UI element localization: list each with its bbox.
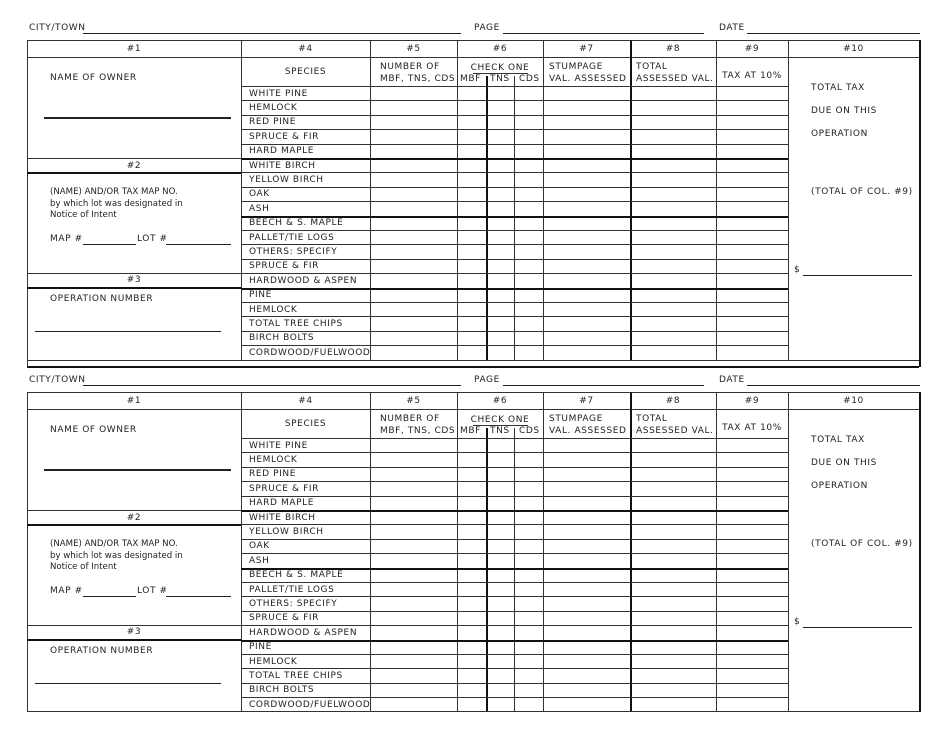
species-row-label: PINE (249, 642, 272, 653)
species-row-label: WHITE BIRCH (249, 512, 316, 523)
assessed-val-header: ASSESSED VAL. (636, 74, 714, 84)
total-header: TOTAL (636, 62, 668, 72)
species-row-label: OAK (249, 189, 270, 200)
val-assessed-header: VAL. ASSESSED (549, 74, 627, 84)
val-assessed-header: VAL. ASSESSED (549, 426, 627, 436)
species-row-label: PINE (249, 290, 272, 301)
dollar-sign: $ (794, 265, 801, 275)
species-row-label: PALLET/TIE LOGS (249, 232, 335, 243)
column-header-c1: #1 (126, 44, 142, 54)
species-row-label: PALLET/TIE LOGS (249, 584, 335, 595)
species-row-label: ASH (249, 555, 270, 566)
units-header: MBF, TNS, CDS (380, 426, 456, 436)
date-label: DATE (719, 23, 745, 33)
species-row-label: YELLOW BIRCH (249, 526, 324, 537)
map-instruction-1: (NAME) AND/OR TAX MAP NO. (50, 187, 178, 197)
column-header-c4: #4 (298, 44, 313, 54)
species-row-label: SPRUCE & FIR (249, 261, 319, 272)
operation-number-label: OPERATION NUMBER (50, 294, 154, 304)
total-of-col-label: (TOTAL OF COL. #9) (811, 187, 913, 197)
species-row-label: CORDWOOD/FUELWOOD (249, 699, 371, 710)
lot-number-label: LOT # (137, 234, 168, 244)
species-row-label: CORDWOOD/FUELWOOD (249, 347, 371, 358)
due-on-this-label: DUE ON THIS (811, 458, 877, 468)
name-of-owner-label: NAME OF OWNER (50, 73, 137, 83)
map-number-label: MAP # (50, 586, 83, 596)
name-of-owner-label: NAME OF OWNER (50, 425, 137, 435)
species-row-label: ASH (249, 203, 270, 214)
species-row-label: HEMLOCK (249, 102, 298, 113)
page-label: PAGE (474, 375, 500, 385)
tns-header: TNS (490, 426, 510, 436)
city-town-label: CITY/TOWN (29, 375, 86, 385)
mbf-header: MBF (460, 426, 481, 436)
species-row-label: OTHERS: SPECIFY (249, 598, 338, 609)
species-header: SPECIES (284, 67, 327, 77)
stumpage-header: STUMPAGE (549, 414, 603, 424)
species-header: SPECIES (284, 419, 327, 429)
column-header-c10: #10 (843, 396, 864, 406)
page-label: PAGE (474, 23, 500, 33)
column-header-c4: #4 (298, 396, 313, 406)
species-row-label: HARD MAPLE (249, 498, 315, 509)
species-row-label: WHITE PINE (249, 440, 308, 451)
total-header: TOTAL (636, 414, 668, 424)
species-row-label: OTHERS: SPECIFY (249, 246, 338, 257)
column-header-c10: #10 (843, 44, 864, 54)
column-header-c6: #6 (492, 44, 508, 54)
column-header-c3: #3 (126, 627, 142, 637)
separator-right (919, 360, 921, 367)
tax-header: TAX AT 10% (722, 423, 782, 433)
species-row-label: BIRCH BOLTS (249, 685, 315, 696)
cds-header: CDS (519, 426, 540, 436)
map-instruction-2: by which lot was designated in (50, 551, 183, 561)
map-number-label: MAP # (50, 234, 83, 244)
section-separator (27, 366, 919, 368)
species-row-label: HEMLOCK (249, 656, 298, 667)
species-row-label: SPRUCE & FIR (249, 131, 319, 142)
species-row-label: SPRUCE & FIR (249, 613, 319, 624)
species-row-label: HEMLOCK (249, 304, 298, 315)
tns-header: TNS (490, 74, 510, 84)
species-row-label: RED PINE (249, 117, 297, 128)
column-header-c5: #5 (406, 396, 421, 406)
operation-label: OPERATION (811, 129, 868, 139)
operation-number-label: OPERATION NUMBER (50, 646, 154, 656)
species-row-label: BEECH & S. MAPLE (249, 570, 344, 581)
column-header-c2: #2 (126, 161, 142, 171)
total-of-col-label: (TOTAL OF COL. #9) (811, 539, 913, 549)
map-instruction-2: by which lot was designated in (50, 199, 183, 209)
column-header-c5: #5 (406, 44, 421, 54)
species-row-label: WHITE PINE (249, 88, 308, 99)
check-one-header: CHECK ONE (470, 415, 530, 425)
column-header-c1: #1 (126, 396, 142, 406)
species-row-label: TOTAL TREE CHIPS (249, 670, 343, 681)
species-row-label: HARD MAPLE (249, 146, 315, 157)
check-one-header: CHECK ONE (470, 63, 530, 73)
dollar-sign: $ (794, 617, 801, 627)
species-row-label: OAK (249, 541, 270, 552)
species-row-label: BEECH & S. MAPLE (249, 218, 344, 229)
species-row-label: RED PINE (249, 469, 297, 480)
species-row-label: HARDWOOD & ASPEN (249, 627, 358, 638)
column-header-c7: #7 (579, 396, 594, 406)
column-header-c9: #9 (744, 396, 760, 406)
species-row-label: HEMLOCK (249, 454, 298, 465)
map-instruction-3: Notice of Intent (50, 562, 117, 572)
operation-label: OPERATION (811, 481, 868, 491)
species-row-label: HARDWOOD & ASPEN (249, 275, 358, 286)
column-header-c7: #7 (579, 44, 594, 54)
column-header-c8: #8 (665, 44, 681, 54)
species-row-label: YELLOW BIRCH (249, 174, 324, 185)
map-instruction-3: Notice of Intent (50, 210, 117, 220)
assessed-val-header: ASSESSED VAL. (636, 426, 714, 436)
number-of-header: NUMBER OF (380, 62, 440, 72)
column-header-c8: #8 (665, 396, 681, 406)
total-tax-label: TOTAL TAX (811, 83, 865, 93)
species-row-label: TOTAL TREE CHIPS (249, 318, 343, 329)
stumpage-header: STUMPAGE (549, 62, 603, 72)
number-of-header: NUMBER OF (380, 414, 440, 424)
date-label: DATE (719, 375, 745, 385)
section1-bottom-border (27, 360, 919, 361)
column-header-c6: #6 (492, 396, 508, 406)
tax-header: TAX AT 10% (722, 71, 782, 81)
due-on-this-label: DUE ON THIS (811, 106, 877, 116)
species-row-label: SPRUCE & FIR (249, 483, 319, 494)
section2-bottom-border (27, 711, 919, 712)
city-town-label: CITY/TOWN (29, 23, 86, 33)
species-row-label: BIRCH BOLTS (249, 333, 315, 344)
column-header-c9: #9 (744, 44, 760, 54)
column-header-c3: #3 (126, 275, 142, 285)
column-header-c2: #2 (126, 513, 142, 523)
total-tax-label: TOTAL TAX (811, 435, 865, 445)
species-row-label: WHITE BIRCH (249, 160, 316, 171)
lot-number-label: LOT # (137, 586, 168, 596)
cds-header: CDS (519, 74, 540, 84)
units-header: MBF, TNS, CDS (380, 74, 456, 84)
separator-left (27, 360, 28, 367)
mbf-header: MBF (460, 74, 481, 84)
map-instruction-1: (NAME) AND/OR TAX MAP NO. (50, 539, 178, 549)
